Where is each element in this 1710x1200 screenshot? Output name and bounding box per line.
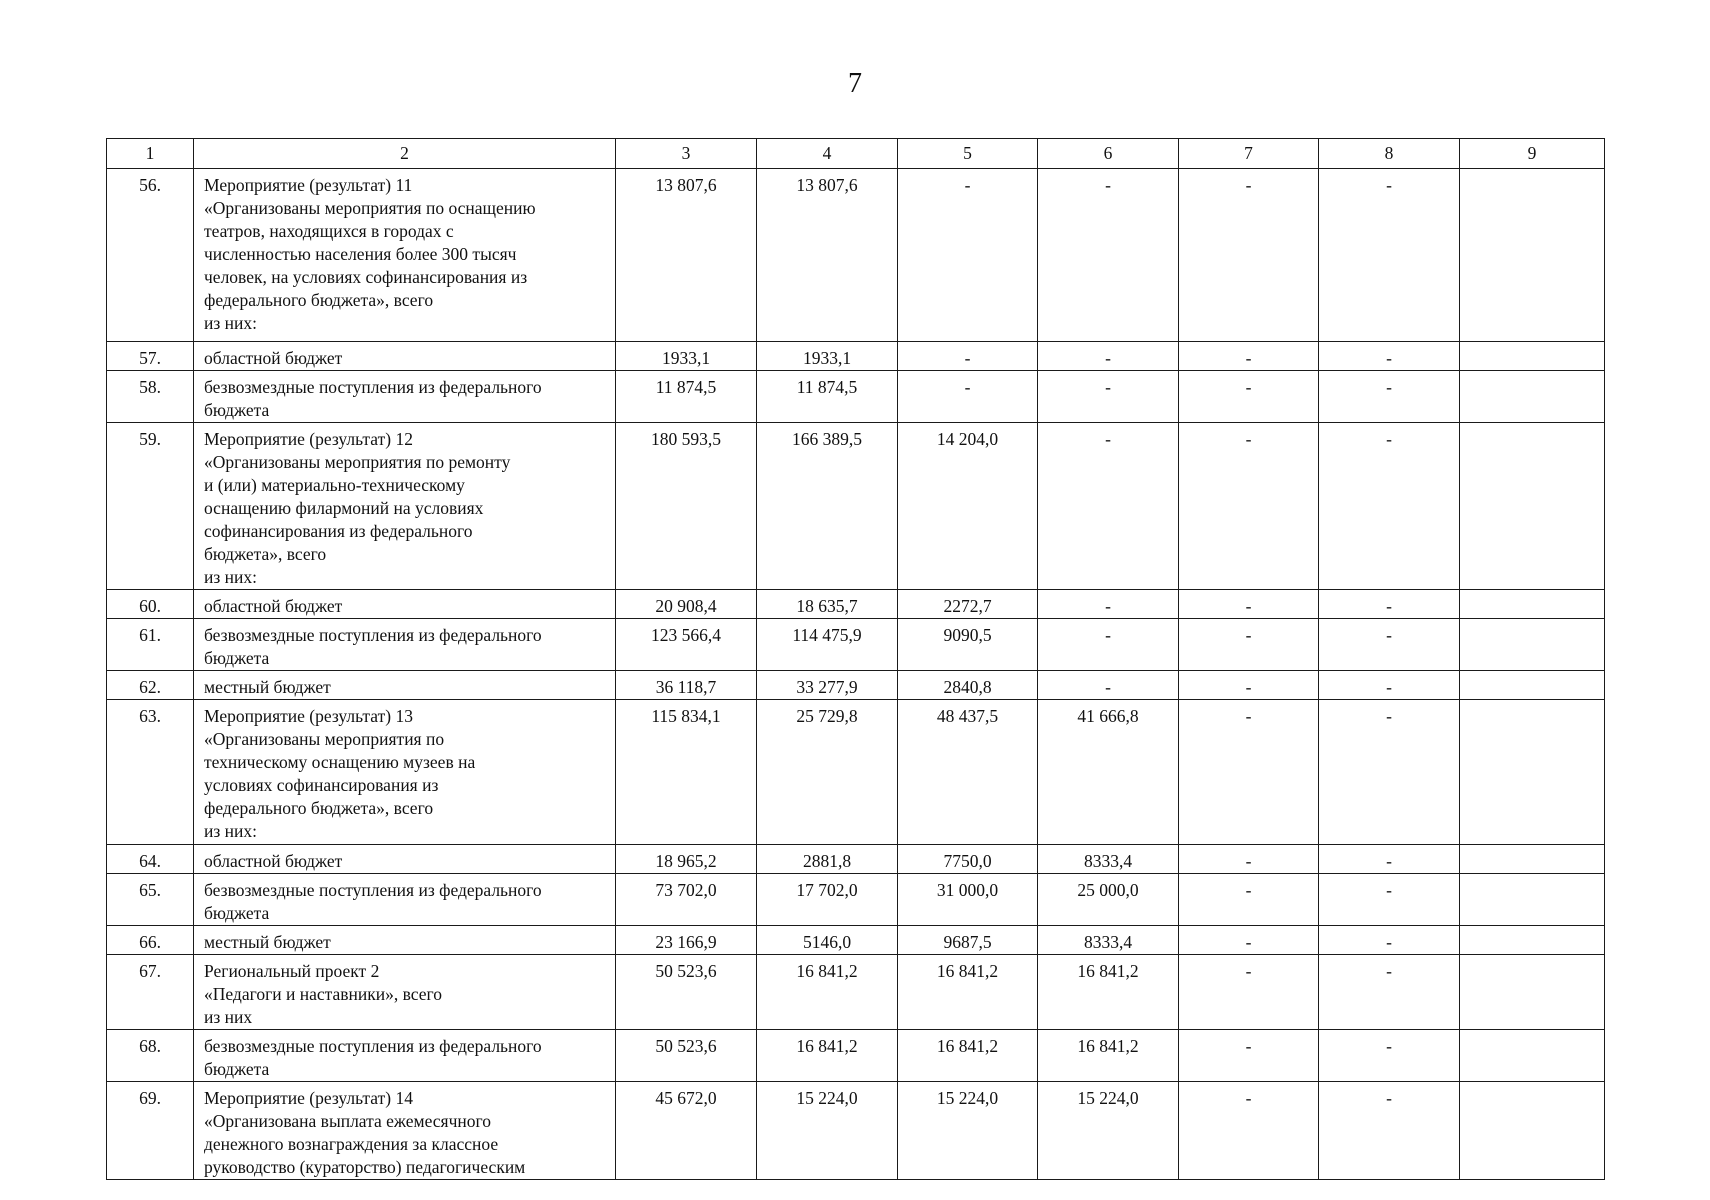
header-cell: 3 bbox=[616, 139, 757, 169]
table-row bbox=[107, 955, 1605, 1030]
row-description bbox=[194, 955, 616, 1030]
row-description bbox=[194, 926, 616, 955]
description-line: «Педагоги и наставники», всего bbox=[204, 984, 443, 1004]
value-cell-col-9 bbox=[1460, 169, 1605, 342]
value-cell-col-8: - bbox=[1319, 671, 1460, 700]
value-cell-col-8: - bbox=[1319, 874, 1460, 926]
value-cell-col-6: 16 841,2 bbox=[1038, 1030, 1179, 1082]
value-cell-col-3: 20 908,4 bbox=[616, 590, 757, 619]
value-cell-col-5: 16 841,2 bbox=[898, 1030, 1038, 1082]
value-cell-col-6: - bbox=[1038, 342, 1179, 371]
value-cell-col-9 bbox=[1460, 423, 1605, 590]
description-line: безвозмездные поступления из федерального bbox=[204, 880, 542, 900]
description-line: «Организованы мероприятия по bbox=[204, 729, 445, 749]
row-description bbox=[194, 423, 616, 590]
row-description bbox=[194, 845, 616, 874]
value-cell-col-3: 50 523,6 bbox=[616, 955, 757, 1030]
value-cell-col-6: - bbox=[1038, 169, 1179, 342]
description-line: бюджета bbox=[204, 903, 270, 923]
row-description bbox=[194, 1082, 616, 1180]
header-cell: 6 bbox=[1038, 139, 1179, 169]
description-line: Мероприятие (результат) 14 bbox=[204, 1088, 413, 1108]
value-cell-col-3: 123 566,4 bbox=[616, 619, 757, 671]
description-line: бюджета bbox=[204, 648, 270, 668]
value-cell-col-8: - bbox=[1319, 590, 1460, 619]
value-cell-col-6: - bbox=[1038, 671, 1179, 700]
value-cell-col-7: - bbox=[1179, 955, 1319, 1030]
header-cell: 2 bbox=[194, 139, 616, 169]
value-cell-col-6: - bbox=[1038, 371, 1179, 423]
value-cell-col-4: 18 635,7 bbox=[757, 590, 898, 619]
value-cell-col-5: - bbox=[898, 342, 1038, 371]
value-cell-col-5: 9090,5 bbox=[898, 619, 1038, 671]
value-cell-col-7: - bbox=[1179, 619, 1319, 671]
value-cell-col-3: 23 166,9 bbox=[616, 926, 757, 955]
value-cell-col-5: 9687,5 bbox=[898, 926, 1038, 955]
value-cell-col-7: - bbox=[1179, 1082, 1319, 1180]
description-line: местный бюджет bbox=[204, 932, 331, 952]
value-cell-col-5: 16 841,2 bbox=[898, 955, 1038, 1030]
description-line: «Организованы мероприятия по оснащению bbox=[204, 198, 536, 218]
value-cell-col-4: 1933,1 bbox=[757, 342, 898, 371]
row-description bbox=[194, 1030, 616, 1082]
row-number: 58. bbox=[107, 371, 194, 423]
row-description bbox=[194, 342, 616, 371]
header-cell: 7 bbox=[1179, 139, 1319, 169]
row-description bbox=[194, 371, 616, 423]
description-line: из них: bbox=[204, 313, 257, 333]
value-cell-col-3: 50 523,6 bbox=[616, 1030, 757, 1082]
value-cell-col-9 bbox=[1460, 845, 1605, 874]
description-line: безвозмездные поступления из федерального bbox=[204, 625, 542, 645]
value-cell-col-5: 2840,8 bbox=[898, 671, 1038, 700]
description-line: областной бюджет bbox=[204, 596, 343, 616]
value-cell-col-7: - bbox=[1179, 874, 1319, 926]
row-number: 65. bbox=[107, 874, 194, 926]
table-header-row bbox=[107, 139, 1605, 169]
row-number: 66. bbox=[107, 926, 194, 955]
description-line: и (или) материально-техническому bbox=[204, 475, 465, 495]
table-row bbox=[107, 371, 1605, 423]
description-line: областной бюджет bbox=[204, 851, 343, 871]
value-cell-col-7: - bbox=[1179, 371, 1319, 423]
description-line: «Организована выплата ежемесячного bbox=[204, 1111, 492, 1131]
description-line: Мероприятие (результат) 11 bbox=[204, 175, 413, 195]
value-cell-col-4: 17 702,0 bbox=[757, 874, 898, 926]
value-cell-col-6: - bbox=[1038, 423, 1179, 590]
value-cell-col-6: 15 224,0 bbox=[1038, 1082, 1179, 1180]
value-cell-col-7: - bbox=[1179, 845, 1319, 874]
table-row bbox=[107, 874, 1605, 926]
value-cell-col-4: 2881,8 bbox=[757, 845, 898, 874]
value-cell-col-8: - bbox=[1319, 700, 1460, 845]
value-cell-col-6: - bbox=[1038, 619, 1179, 671]
value-cell-col-4: 16 841,2 bbox=[757, 955, 898, 1030]
value-cell-col-5: 15 224,0 bbox=[898, 1082, 1038, 1180]
table-row bbox=[107, 619, 1605, 671]
value-cell-col-6: 8333,4 bbox=[1038, 926, 1179, 955]
value-cell-col-6: 25 000,0 bbox=[1038, 874, 1179, 926]
value-cell-col-5: 7750,0 bbox=[898, 845, 1038, 874]
value-cell-col-7: - bbox=[1179, 169, 1319, 342]
description-line: бюджета bbox=[204, 400, 270, 420]
value-cell-col-4: 13 807,6 bbox=[757, 169, 898, 342]
value-cell-col-8: - bbox=[1319, 926, 1460, 955]
table-row bbox=[107, 1030, 1605, 1082]
value-cell-col-6: 16 841,2 bbox=[1038, 955, 1179, 1030]
description-line: человек, на условиях софинансирования из bbox=[204, 267, 528, 287]
description-line: техническому оснащению музеев на bbox=[204, 752, 476, 772]
value-cell-col-8: - bbox=[1319, 955, 1460, 1030]
value-cell-col-6: - bbox=[1038, 590, 1179, 619]
value-cell-col-3: 45 672,0 bbox=[616, 1082, 757, 1180]
row-number: 59. bbox=[107, 423, 194, 590]
description-line: безвозмездные поступления из федерального bbox=[204, 377, 542, 397]
value-cell-col-7: - bbox=[1179, 671, 1319, 700]
description-line: безвозмездные поступления из федерального bbox=[204, 1036, 542, 1056]
value-cell-col-7: - bbox=[1179, 342, 1319, 371]
value-cell-col-8: - bbox=[1319, 423, 1460, 590]
value-cell-col-3: 11 874,5 bbox=[616, 371, 757, 423]
value-cell-col-3: 115 834,1 bbox=[616, 700, 757, 845]
table-row bbox=[107, 342, 1605, 371]
value-cell-col-8: - bbox=[1319, 1082, 1460, 1180]
value-cell-col-5: 48 437,5 bbox=[898, 700, 1038, 845]
row-number: 60. bbox=[107, 590, 194, 619]
value-cell-col-4: 25 729,8 bbox=[757, 700, 898, 845]
value-cell-col-9 bbox=[1460, 590, 1605, 619]
value-cell-col-9 bbox=[1460, 955, 1605, 1030]
value-cell-col-9 bbox=[1460, 1030, 1605, 1082]
value-cell-col-4: 16 841,2 bbox=[757, 1030, 898, 1082]
value-cell-col-4: 114 475,9 bbox=[757, 619, 898, 671]
value-cell-col-8: - bbox=[1319, 845, 1460, 874]
page-number: 7 bbox=[848, 68, 862, 99]
description-line: федерального бюджета», всего bbox=[204, 290, 434, 310]
value-cell-col-4: 166 389,5 bbox=[757, 423, 898, 590]
value-cell-col-4: 33 277,9 bbox=[757, 671, 898, 700]
description-line: численностью населения более 300 тысяч bbox=[204, 244, 517, 264]
description-line: условиях софинансирования из bbox=[204, 775, 439, 795]
row-description bbox=[194, 700, 616, 845]
row-description bbox=[194, 590, 616, 619]
header-cell: 9 bbox=[1460, 139, 1605, 169]
description-line: бюджета», всего bbox=[204, 544, 327, 564]
description-line: Региональный проект 2 bbox=[204, 961, 380, 981]
value-cell-col-5: 2272,7 bbox=[898, 590, 1038, 619]
value-cell-col-9 bbox=[1460, 700, 1605, 845]
header-cell: 1 bbox=[107, 139, 194, 169]
value-cell-col-7: - bbox=[1179, 700, 1319, 845]
value-cell-col-5: - bbox=[898, 371, 1038, 423]
row-number: 68. bbox=[107, 1030, 194, 1082]
header-cell: 5 bbox=[898, 139, 1038, 169]
row-number: 69. bbox=[107, 1082, 194, 1180]
value-cell-col-7: - bbox=[1179, 1030, 1319, 1082]
description-line: театров, находящихся в городах с bbox=[204, 221, 454, 241]
value-cell-col-9 bbox=[1460, 926, 1605, 955]
description-line: руководство (кураторство) педагогическим bbox=[204, 1157, 526, 1177]
row-number: 64. bbox=[107, 845, 194, 874]
header-cell: 4 bbox=[757, 139, 898, 169]
value-cell-col-9 bbox=[1460, 1082, 1605, 1180]
table-row bbox=[107, 423, 1605, 590]
value-cell-col-8: - bbox=[1319, 619, 1460, 671]
value-cell-col-5: - bbox=[898, 169, 1038, 342]
value-cell-col-9 bbox=[1460, 619, 1605, 671]
value-cell-col-6: 8333,4 bbox=[1038, 845, 1179, 874]
description-line: из них bbox=[204, 1007, 253, 1027]
value-cell-col-9 bbox=[1460, 874, 1605, 926]
value-cell-col-7: - bbox=[1179, 590, 1319, 619]
table-row bbox=[107, 590, 1605, 619]
table-row bbox=[107, 926, 1605, 955]
value-cell-col-4: 15 224,0 bbox=[757, 1082, 898, 1180]
table-row bbox=[107, 169, 1605, 342]
value-cell-col-5: 31 000,0 bbox=[898, 874, 1038, 926]
description-line: Мероприятие (результат) 12 bbox=[204, 429, 413, 449]
value-cell-col-3: 180 593,5 bbox=[616, 423, 757, 590]
row-number: 56. bbox=[107, 169, 194, 342]
value-cell-col-9 bbox=[1460, 371, 1605, 423]
description-line: из них: bbox=[204, 821, 257, 841]
value-cell-col-8: - bbox=[1319, 169, 1460, 342]
description-line: Мероприятие (результат) 13 bbox=[204, 706, 413, 726]
row-number: 61. bbox=[107, 619, 194, 671]
description-line: денежного вознаграждения за классное bbox=[204, 1134, 499, 1154]
value-cell-col-6: 41 666,8 bbox=[1038, 700, 1179, 845]
row-number: 62. bbox=[107, 671, 194, 700]
budget-table bbox=[106, 138, 1605, 1180]
value-cell-col-5: 14 204,0 bbox=[898, 423, 1038, 590]
row-description bbox=[194, 169, 616, 342]
value-cell-col-8: - bbox=[1319, 371, 1460, 423]
table-row bbox=[107, 671, 1605, 700]
table-row bbox=[107, 1082, 1605, 1180]
header-cell: 8 bbox=[1319, 139, 1460, 169]
row-description bbox=[194, 671, 616, 700]
value-cell-col-9 bbox=[1460, 671, 1605, 700]
row-number: 67. bbox=[107, 955, 194, 1030]
description-line: федерального бюджета», всего bbox=[204, 798, 434, 818]
value-cell-col-4: 11 874,5 bbox=[757, 371, 898, 423]
value-cell-col-3: 13 807,6 bbox=[616, 169, 757, 342]
row-description bbox=[194, 874, 616, 926]
description-line: из них: bbox=[204, 567, 257, 587]
value-cell-col-3: 1933,1 bbox=[616, 342, 757, 371]
table-row bbox=[107, 700, 1605, 845]
value-cell-col-7: - bbox=[1179, 926, 1319, 955]
description-line: оснащению филармоний на условиях bbox=[204, 498, 484, 518]
table-row bbox=[107, 845, 1605, 874]
value-cell-col-3: 73 702,0 bbox=[616, 874, 757, 926]
description-line: областной бюджет bbox=[204, 348, 343, 368]
value-cell-col-8: - bbox=[1319, 342, 1460, 371]
value-cell-col-3: 36 118,7 bbox=[616, 671, 757, 700]
table-body bbox=[107, 169, 1605, 1180]
description-line: местный бюджет bbox=[204, 677, 331, 697]
value-cell-col-7: - bbox=[1179, 423, 1319, 590]
description-line: «Организованы мероприятия по ремонту bbox=[204, 452, 511, 472]
value-cell-col-4: 5146,0 bbox=[757, 926, 898, 955]
value-cell-col-9 bbox=[1460, 342, 1605, 371]
row-number: 63. bbox=[107, 700, 194, 845]
description-line: софинансирования из федерального bbox=[204, 521, 473, 541]
row-description bbox=[194, 619, 616, 671]
row-number: 57. bbox=[107, 342, 194, 371]
value-cell-col-8: - bbox=[1319, 1030, 1460, 1082]
description-line: бюджета bbox=[204, 1059, 270, 1079]
value-cell-col-3: 18 965,2 bbox=[616, 845, 757, 874]
